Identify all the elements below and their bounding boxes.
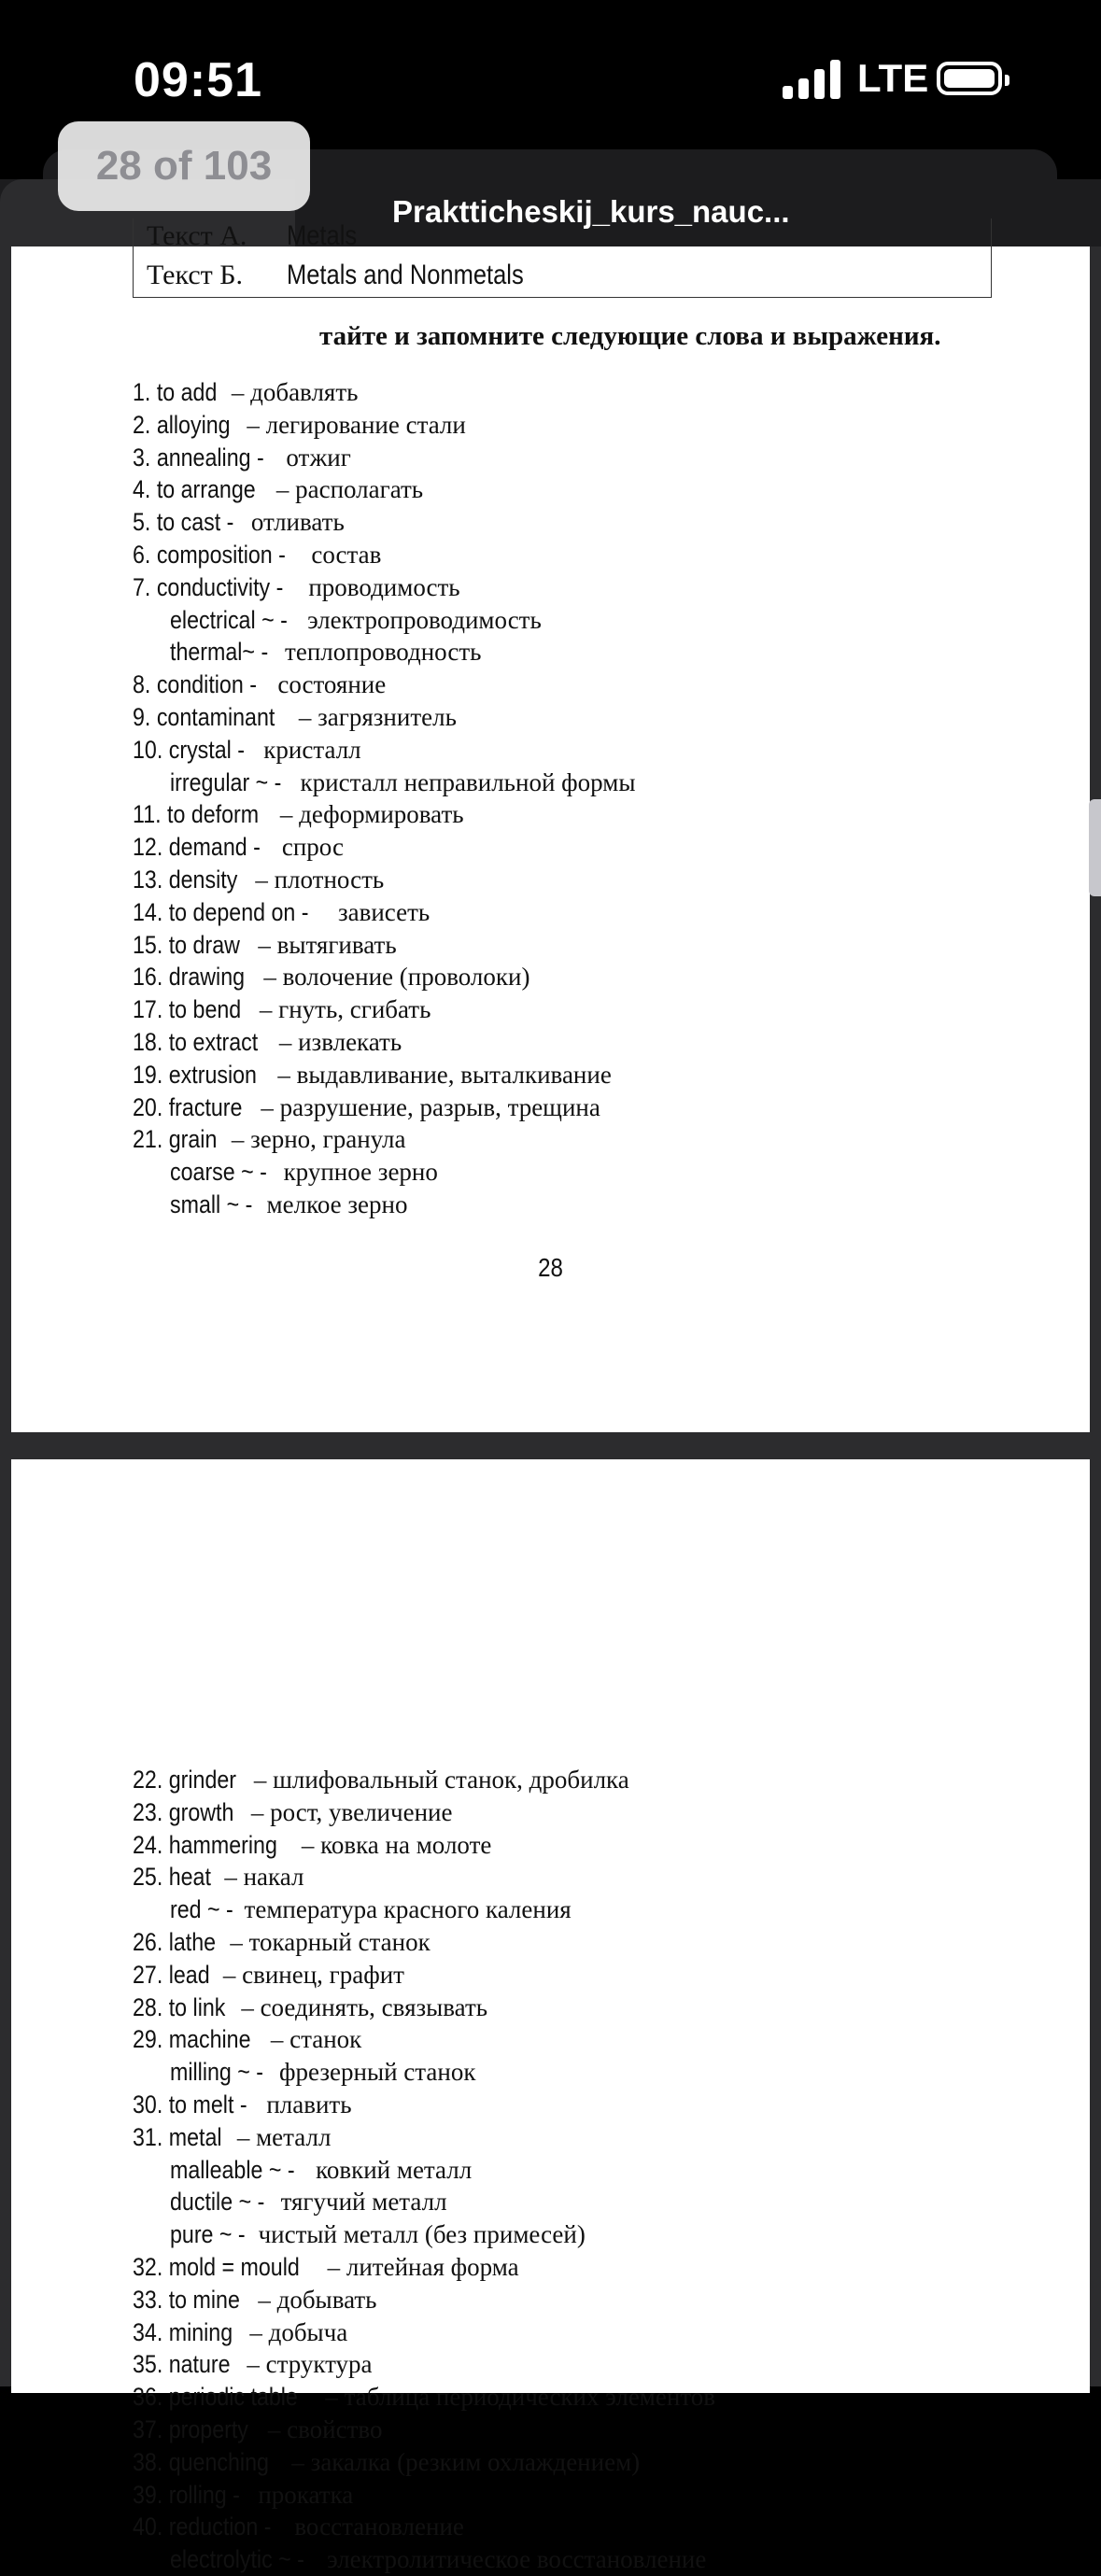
vocab-translation: состояние xyxy=(271,670,387,699)
vocab-translation: – волочение (проволоки) xyxy=(257,963,530,992)
vocab-entry xyxy=(133,604,635,637)
vocab-entry xyxy=(133,539,635,571)
table-row-label: Текст А. xyxy=(147,220,247,251)
vocab-entry xyxy=(133,2446,715,2479)
pdf-page-28[interactable] xyxy=(11,220,1090,1432)
vocab-term: electrical ~ - xyxy=(170,605,288,634)
vocab-entry xyxy=(133,993,635,1026)
vocab-translation: мелкое зерно xyxy=(260,1189,408,1218)
page-indicator-badge: 28 of 103 xyxy=(58,121,310,211)
vocab-translation: кристалл xyxy=(257,735,361,764)
vocab-term: 24. hammering xyxy=(133,1830,277,1859)
vocab-term: 3. annealing - xyxy=(133,443,264,472)
vocab-translation: восстановление xyxy=(288,2513,464,2541)
vocab-entry xyxy=(133,2381,715,2414)
vocab-translation: – добыча xyxy=(243,2317,348,2346)
vocab-entry xyxy=(133,1059,635,1091)
document-title[interactable]: Praktticheskij_kurs_nauc... xyxy=(392,194,790,229)
page-number: 28 xyxy=(538,1253,563,1282)
vocab-translation: – плотность xyxy=(248,865,385,894)
vocab-translation: состав xyxy=(304,540,382,569)
vocab-translation: температура красного каления xyxy=(237,1895,572,1924)
table-row xyxy=(147,260,524,291)
vocab-entry xyxy=(133,2511,715,2543)
vocab-translation: – извлекать xyxy=(273,1027,402,1056)
vocab-entry xyxy=(133,2543,715,2576)
vocab-term: small ~ - xyxy=(170,1189,253,1218)
texts-table xyxy=(133,218,992,298)
vocab-entry xyxy=(133,1829,715,1862)
vocab-entry xyxy=(133,2154,715,2187)
vocab-term: 39. rolling - xyxy=(133,2480,240,2509)
section-heading: тайте и запомните следующие слова и выражения. xyxy=(319,321,941,351)
vocab-term: 18. to extract xyxy=(133,1027,259,1056)
table-row-label: Текст Б. xyxy=(147,260,243,290)
vocab-translation: – свойство xyxy=(261,2414,383,2443)
vocab-term: 40. reduction - xyxy=(133,2513,272,2541)
vocab-translation: фрезерный станок xyxy=(273,2058,476,2087)
vocab-term: 28. to link xyxy=(133,1992,226,2021)
vocab-translation: электропроводимость xyxy=(301,605,542,634)
vocab-entry xyxy=(133,1764,715,1796)
vocab-entry xyxy=(133,2056,715,2089)
table-row-title: Metals and Nonmetals xyxy=(287,260,524,290)
vocab-entry xyxy=(133,2089,715,2121)
vocab-term: 29. machine xyxy=(133,2025,251,2054)
vocab-entry xyxy=(133,506,635,539)
vocab-entry xyxy=(133,1123,635,1156)
vocab-entry xyxy=(133,2121,715,2154)
vocab-entry xyxy=(133,2023,715,2056)
vocab-translation: – разрушение, разрыв, трещина xyxy=(254,1092,600,1121)
vocab-translation: – таблица периодических элементов xyxy=(318,2383,716,2412)
vocab-term: coarse ~ - xyxy=(170,1158,267,1187)
vocab-translation: – добавлять xyxy=(225,378,359,406)
vocab-term: 17. to bend xyxy=(133,995,242,1024)
document-viewer xyxy=(0,179,1101,2574)
vocab-translation: – легирование стали xyxy=(240,410,466,439)
vocab-entry xyxy=(133,798,635,831)
vocab-term: 15. to draw xyxy=(133,930,240,959)
status-time: 09:51 xyxy=(134,53,262,107)
vocab-entry xyxy=(133,1091,635,1124)
vocab-translation: – деформировать xyxy=(274,800,464,829)
vocab-translation: – литейная форма xyxy=(320,2252,519,2281)
vocab-term: 5. to cast - xyxy=(133,508,234,537)
vocab-translation: – станок xyxy=(264,2025,362,2054)
vocab-entry xyxy=(133,864,635,896)
vocab-entry xyxy=(133,2284,715,2316)
vocab-entry xyxy=(133,2251,715,2284)
vocab-entry xyxy=(133,2316,715,2349)
vocab-term: ductile ~ - xyxy=(170,2188,265,2217)
vocab-translation: – загрязнитель xyxy=(292,702,457,731)
vocab-entry xyxy=(133,1189,635,1221)
vocab-term: 10. crystal - xyxy=(133,735,246,764)
battery-icon xyxy=(937,62,1002,95)
vocab-translation: – соединять, связывать xyxy=(234,1992,488,2021)
vocab-term: milling ~ - xyxy=(170,2058,264,2087)
vocab-translation: – токарный станок xyxy=(223,1927,431,1956)
vocab-term: 9. contaminant xyxy=(133,702,275,731)
vocab-entry xyxy=(133,2218,715,2251)
vocab-translation: тягучий металл xyxy=(274,2188,447,2217)
vocab-term: 34. mining xyxy=(133,2317,233,2346)
table-row xyxy=(147,220,358,252)
vocab-entry xyxy=(133,669,635,701)
vocab-translation: – рост, увеличение xyxy=(245,1797,453,1826)
vocab-translation: – структура xyxy=(240,2350,373,2379)
vocab-translation: проводимость xyxy=(302,572,460,601)
vocab-term: 11. to deform xyxy=(133,800,260,829)
vocab-entry xyxy=(133,896,635,929)
pdf-page-29[interactable] xyxy=(11,1459,1090,2574)
vocab-term: 26. lathe xyxy=(133,1927,217,1956)
vocab-term: pure ~ - xyxy=(170,2220,246,2249)
vocab-term: malleable ~ - xyxy=(170,2155,295,2184)
vocab-entry xyxy=(133,1992,715,2024)
vocab-entry xyxy=(133,409,635,442)
vocab-translation: – ковка на молоте xyxy=(295,1830,492,1859)
vocab-entry xyxy=(133,1026,635,1059)
vocab-translation: теплопроводность xyxy=(278,638,482,667)
vocab-translation: крупное зерно xyxy=(276,1158,438,1187)
vocab-entry xyxy=(133,1861,715,1893)
vocab-term: 25. heat xyxy=(133,1863,211,1892)
vocab-term: 21. grain xyxy=(133,1125,218,1154)
vocab-entry xyxy=(133,442,635,474)
vocab-term: 36. periodic table xyxy=(133,2383,298,2412)
vocab-translation: – вытягивать xyxy=(251,930,397,959)
vocab-translation: чистый металл (без примесей) xyxy=(251,2220,586,2249)
vocab-term: 13. density xyxy=(133,865,238,894)
vocab-entry xyxy=(133,1926,715,1959)
vocab-entry xyxy=(133,1959,715,1992)
vocab-term: irregular ~ - xyxy=(170,767,282,796)
vocab-translation: прокатка xyxy=(251,2480,354,2509)
vocab-term: thermal~ - xyxy=(170,638,269,667)
vocab-term: 1. to add xyxy=(133,378,218,406)
table-row-title: Metals xyxy=(287,220,358,251)
vocab-translation: зависеть xyxy=(332,897,431,926)
vocab-entry xyxy=(133,767,635,799)
vocab-translation: ковкий металл xyxy=(309,2155,473,2184)
vocab-term: 38. quenching xyxy=(133,2447,269,2476)
vocab-entry xyxy=(133,376,635,409)
vocab-entry xyxy=(133,734,635,767)
vocab-entry xyxy=(133,1156,635,1189)
vocab-entry xyxy=(133,571,635,604)
vocab-translation: – шлифовальный станок, дробилка xyxy=(247,1766,629,1794)
vocab-term: 23. growth xyxy=(133,1797,234,1826)
vocab-term: 32. mold = mould xyxy=(133,2252,300,2281)
vocab-translation: – располагать xyxy=(270,475,424,504)
vocabulary-list xyxy=(133,376,635,1221)
vocab-entry xyxy=(133,473,635,506)
vocab-translation: плавить xyxy=(260,2090,352,2119)
vocab-term: 31. metal xyxy=(133,2122,222,2151)
vocabulary-list xyxy=(133,1764,715,2576)
vocab-translation: отжиг xyxy=(279,443,351,472)
vocab-term: 27. lead xyxy=(133,1960,210,1989)
vocab-translation: электролитическое восстановление xyxy=(320,2545,707,2574)
vocab-term: 22. grinder xyxy=(133,1766,237,1794)
vocab-term: 30. to melt - xyxy=(133,2090,247,2119)
vocab-translation: – добывать xyxy=(251,2285,377,2314)
vocab-term: 19. extrusion xyxy=(133,1060,257,1089)
vocab-translation: – металл xyxy=(231,2122,332,2151)
vocab-term: 6. composition - xyxy=(133,540,286,569)
vocab-entry xyxy=(133,701,635,734)
vocab-entry xyxy=(133,2348,715,2381)
vocab-translation: – зерно, гранула xyxy=(225,1125,406,1154)
vocab-entry xyxy=(133,2479,715,2512)
vocab-entry xyxy=(133,1893,715,1926)
vocab-term: 20. fracture xyxy=(133,1092,243,1121)
vocab-term: red ~ - xyxy=(170,1895,233,1924)
vocab-entry xyxy=(133,2186,715,2218)
vocab-translation: – гнуть, сгибать xyxy=(253,995,431,1024)
vocab-term: 16. drawing xyxy=(133,963,246,992)
vocab-entry xyxy=(133,1796,715,1829)
vocab-translation: – выдавливание, выталкивание xyxy=(271,1060,612,1089)
vocab-entry xyxy=(133,961,635,993)
vocab-term: 12. demand - xyxy=(133,833,261,862)
vocab-entry xyxy=(133,831,635,864)
vocab-term: 35. nature xyxy=(133,2350,231,2379)
vocab-term: 14. to depend on - xyxy=(133,897,309,926)
vocab-entry xyxy=(133,636,635,669)
network-type: LTE xyxy=(857,56,929,100)
scroll-handle[interactable] xyxy=(1089,799,1101,896)
vocab-translation: отливать xyxy=(245,508,345,537)
vocab-term: 7. conductivity - xyxy=(133,572,284,601)
vocab-entry xyxy=(133,929,635,962)
vocab-term: 4. to arrange xyxy=(133,475,256,504)
cellular-signal-icon xyxy=(783,58,840,99)
vocab-term: electrolytic ~ - xyxy=(170,2545,304,2574)
vocab-term: 8. condition - xyxy=(133,670,257,699)
vocab-translation: – свинец, графит xyxy=(217,1960,404,1989)
vocab-translation: спрос xyxy=(275,833,344,862)
vocab-translation: – закалка (резким охлаждением) xyxy=(285,2447,641,2476)
vocab-term: 33. to mine xyxy=(133,2285,240,2314)
vocab-translation: – накал xyxy=(218,1863,304,1892)
vocab-term: 37. property xyxy=(133,2414,248,2443)
vocab-term: 2. alloying xyxy=(133,410,231,439)
vocab-entry xyxy=(133,2414,715,2446)
vocab-translation: кристалл неправильной формы xyxy=(293,767,636,796)
